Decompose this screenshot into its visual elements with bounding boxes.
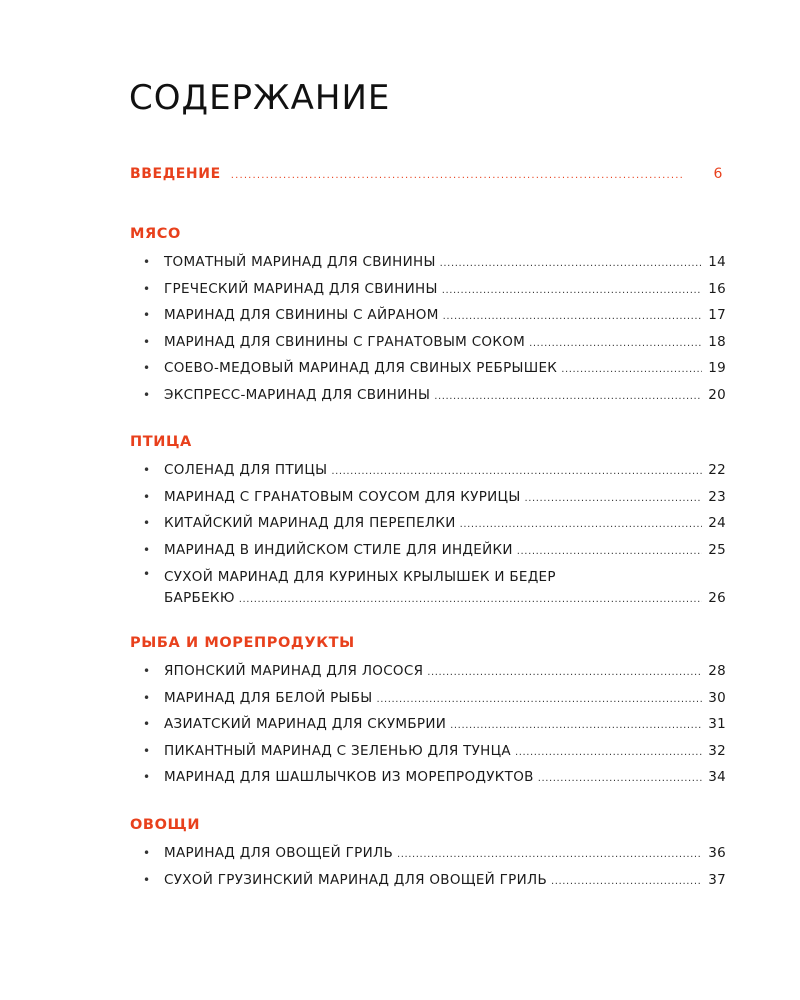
bullet-icon: •: [143, 770, 151, 784]
item-label: МАРИНАД ДЛЯ ОВОЩЕЙ ГРИЛЬ: [164, 845, 394, 861]
item-label-line2: БАРБЕКЮ: [164, 590, 235, 606]
dot-leader: [515, 739, 702, 766]
bullet-icon: •: [143, 489, 151, 504]
item-label: ЯПОНСКИЙ МАРИНАД ДЛЯ ЛОСОСЯ: [164, 663, 424, 679]
bullet-icon: •: [143, 387, 151, 402]
item-label: МАРИНАД ДЛЯ СВИНИНЫ С АЙРАНОМ: [164, 307, 439, 323]
toc-item[interactable]: [130, 330, 726, 357]
item-label: СОЕВО-МЕДОВЫЙ МАРИНАД ДЛЯ СВИНЫХ РЕБРЫШЕК: [164, 360, 558, 376]
dot-leader: [440, 250, 703, 277]
page-number: 37: [708, 871, 726, 888]
section-title: ОВОЩИ: [130, 817, 201, 833]
dot-leader: [450, 712, 702, 739]
dot-leader: [443, 303, 703, 330]
toc-item[interactable]: [130, 564, 726, 610]
dot-leader: [331, 458, 702, 485]
toc-item[interactable]: [130, 712, 726, 739]
toc-entry-intro[interactable]: [130, 166, 723, 182]
dot-leader: [231, 166, 708, 182]
page-number: 36: [708, 845, 726, 861]
toc-section-meat: [130, 224, 726, 409]
item-label: МАРИНАД С ГРАНАТОВЫМ СОУСОМ ДЛЯ КУРИЦЫ: [164, 488, 521, 505]
dot-leader: [442, 277, 703, 304]
dot-leader: [529, 330, 702, 357]
page-number: 18: [708, 333, 726, 350]
item-label: СУХОЙ ГРУЗИНСКИЙ МАРИНАД ДЛЯ ОВОЩЕЙ ГРИЛЬ: [164, 871, 548, 888]
bullet-icon: •: [143, 846, 151, 860]
item-label: ГРЕЧЕСКИЙ МАРИНАД ДЛЯ СВИНИНЫ: [164, 280, 438, 297]
bullet-icon: •: [143, 308, 151, 322]
toc-item[interactable]: [130, 868, 726, 895]
toc-item[interactable]: [130, 686, 726, 713]
page-number: 25: [708, 541, 726, 558]
dot-leader: [538, 765, 703, 792]
section-title: МЯСО: [130, 226, 181, 242]
item-label: МАРИНАД ДЛЯ ШАШЛЫЧКОВ ИЗ МОРЕПРОДУКТОВ: [164, 769, 534, 785]
item-label: КИТАЙСКИЙ МАРИНАД ДЛЯ ПЕРЕПЕЛКИ: [164, 515, 456, 531]
toc-section-vegetables: [130, 815, 726, 894]
dot-leader: [561, 356, 702, 383]
page-number: 24: [708, 515, 726, 531]
bullet-icon: •: [143, 463, 151, 477]
page-number: 32: [708, 742, 726, 759]
bullet-icon: •: [143, 334, 151, 349]
page-number: 34: [708, 769, 726, 785]
page-number: 30: [708, 689, 726, 706]
intro-label: ВВЕДЕНИЕ: [130, 166, 221, 182]
toc-item[interactable]: [130, 739, 726, 766]
bullet-icon: •: [143, 743, 151, 758]
dot-leader: [397, 841, 702, 868]
dot-leader: [427, 659, 702, 686]
toc-section-seafood: [130, 633, 726, 792]
dot-leader: [551, 868, 702, 895]
page-number: 31: [708, 716, 726, 732]
dot-leader: [460, 511, 703, 538]
page-number: 20: [708, 386, 726, 403]
item-label: МАРИНАД В ИНДИЙСКОМ СТИЛЕ ДЛЯ ИНДЕЙКИ: [164, 541, 513, 558]
page-number: 28: [708, 663, 726, 679]
section-title: РЫБА И МОРЕПРОДУКТЫ: [130, 635, 355, 651]
toc-item[interactable]: [130, 277, 726, 304]
item-label: СОЛЕНАД ДЛЯ ПТИЦЫ: [164, 462, 328, 478]
toc-section-poultry: [130, 432, 726, 610]
toc-item[interactable]: [130, 303, 726, 330]
item-label: АЗИАТСКИЙ МАРИНАД ДЛЯ СКУМБРИИ: [164, 716, 447, 732]
page-title: СОДЕРЖАНИЕ: [129, 78, 391, 118]
item-label: ЭКСПРЕСС-МАРИНАД ДЛЯ СВИНИНЫ: [164, 386, 431, 403]
bullet-icon: •: [143, 255, 151, 269]
page-number: 19: [708, 360, 726, 376]
page-number: 17: [708, 307, 726, 323]
toc-item[interactable]: [130, 511, 726, 538]
page-number: 26: [708, 590, 726, 606]
bullet-icon: •: [143, 664, 151, 678]
dot-leader: [377, 686, 703, 713]
item-label: ТОМАТНЫЙ МАРИНАД ДЛЯ СВИНИНЫ: [164, 254, 436, 270]
item-label: МАРИНАД ДЛЯ БЕЛОЙ РЫБЫ: [164, 689, 373, 706]
bullet-icon: •: [143, 361, 151, 375]
toc-item[interactable]: [130, 538, 726, 565]
page-number: 16: [708, 280, 726, 297]
bullet-icon: •: [143, 516, 151, 530]
item-label: ПИКАНТНЫЙ МАРИНАД С ЗЕЛЕНЬЮ ДЛЯ ТУНЦА: [164, 742, 511, 759]
item-label-line1: СУХОЙ МАРИНАД ДЛЯ КУРИНЫХ КРЫЛЫШЕК И БЕДЕР: [164, 569, 556, 585]
bullet-icon: •: [143, 542, 151, 557]
item-label: МАРИНАД ДЛЯ СВИНИНЫ С ГРАНАТОВЫМ СОКОМ: [164, 333, 526, 350]
dot-leader: [434, 383, 702, 410]
bullet-icon: •: [143, 690, 151, 705]
toc-item[interactable]: [130, 250, 726, 277]
toc-item[interactable]: [130, 485, 726, 512]
dot-leader: [525, 485, 703, 512]
bullet-icon: •: [143, 567, 151, 581]
page-number: 23: [708, 488, 726, 505]
toc-item[interactable]: [130, 659, 726, 686]
page-number: 14: [708, 254, 726, 270]
toc-item[interactable]: [130, 458, 726, 485]
toc-item[interactable]: [130, 383, 726, 410]
dot-leader: [239, 588, 703, 610]
toc-item[interactable]: [130, 765, 726, 792]
dot-leader: [517, 538, 702, 565]
bullet-icon: •: [143, 717, 151, 731]
toc-item[interactable]: [130, 841, 726, 868]
section-title: ПТИЦА: [130, 434, 192, 450]
bullet-icon: •: [143, 281, 151, 296]
page-number: 6: [713, 166, 723, 182]
toc-item[interactable]: [130, 356, 726, 383]
page-number: 22: [708, 462, 726, 478]
bullet-icon: •: [143, 872, 151, 887]
